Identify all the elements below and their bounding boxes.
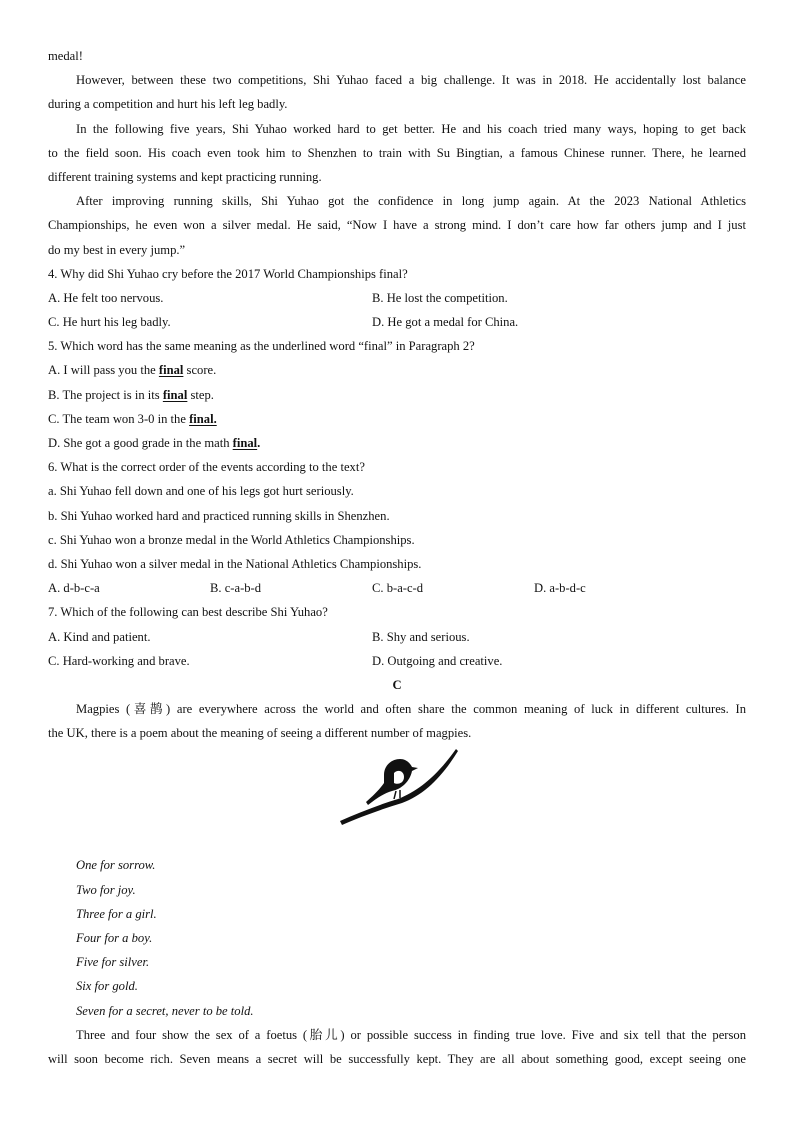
text-line: to the field soon. His coach even took him to Shenzhen to train with Su Bingtian, a famous Chinese runner. There, he learned — [48, 145, 746, 160]
option-b — [48, 383, 746, 407]
section-heading: C — [392, 677, 402, 692]
option-c: C. He hurt his leg badly. — [48, 315, 171, 330]
event-item: a. Shi Yuhao fell down and one of his legs got hurt seriously. — [48, 484, 354, 499]
question-4 — [48, 262, 746, 335]
option-c: C. Hard-working and brave. — [48, 653, 190, 668]
poem-line: Seven for a secret, never to be told. — [76, 1003, 254, 1018]
option-text: C. The team won 3-0 in the — [48, 411, 190, 426]
text-line: Magpies (喜鹊) are everywhere across the world and often share the common meaning of luck in different cultures. In — [76, 702, 746, 717]
underlined-word: final — [162, 387, 188, 402]
option-text: A. I will pass you the — [48, 363, 159, 378]
poem-line: Six for gold. — [76, 979, 138, 994]
text-line: the UK, there is a poem about the meaning of seeing a different number of magpies. — [48, 726, 472, 741]
paragraph-2 — [48, 68, 746, 116]
underlined-word: final — [158, 363, 184, 378]
poem-line: Two for joy. — [76, 882, 136, 897]
text-line: However, between these two competitions, Shi Yuhao faced a big challenge. It was in 2018. He accidentally lost balance — [76, 73, 746, 88]
event-item: b. Shi Yuhao worked hard and practiced running skills in Shenzhen. — [48, 508, 390, 523]
question-stem: 7. Which of the following can best describe Shi Yuhao? — [48, 605, 328, 620]
question-stem: 4. Why did Shi Yuhao cry before the 2017 World Championships final? — [48, 266, 408, 281]
poem-line: Five for silver. — [76, 955, 150, 970]
option-d: D. He got a medal for China. — [372, 315, 519, 330]
option-a: A. Kind and patient. — [48, 629, 151, 644]
text-line: medal! — [48, 49, 83, 63]
underlined-word: final. — [189, 411, 217, 426]
poem-line: Four for a boy. — [76, 931, 153, 945]
text-line: After improving running skills, Shi Yuhao got the confidence in long jump again. At the 2023 National Athletics — [76, 194, 746, 209]
magpie-image — [48, 747, 746, 847]
question-6 — [48, 455, 746, 600]
passage-c-after — [48, 1023, 746, 1071]
option-row — [48, 576, 746, 600]
underlined-word: final — [232, 436, 258, 450]
option-c: C. b-a-c-d — [372, 581, 424, 596]
question-7 — [48, 600, 746, 673]
text-line: Championships, he even won a silver medal. He said, “Now I have a strong mind. I don’t care how far others jump and I just — [48, 218, 746, 233]
poem-line: Three for a girl. — [76, 906, 157, 921]
paragraph-4 — [48, 189, 746, 262]
option-b: B. Shy and serious. — [372, 629, 470, 644]
question-stem: 6. What is the correct order of the events according to the text? — [48, 460, 365, 475]
option-text: step. — [187, 387, 214, 402]
option-c — [48, 407, 746, 431]
question-5 — [48, 334, 746, 455]
option-d — [48, 431, 746, 455]
poem-line: One for sorrow. — [76, 858, 156, 873]
option-text: B. The project is in its — [48, 387, 163, 402]
option-row — [48, 625, 746, 649]
event-item: d. Shi Yuhao won a silver medal in the National Athletics Championships. — [48, 556, 422, 571]
option-b: B. He lost the competition. — [372, 290, 508, 305]
passage-c-intro — [48, 697, 746, 745]
event-item: c. Shi Yuhao won a bronze medal in the World Athletics Championships. — [48, 532, 415, 547]
text-line: during a competition and hurt his left leg badly. — [48, 97, 288, 112]
option-row — [48, 310, 746, 334]
option-a: A. He felt too nervous. — [48, 290, 164, 305]
text-line: do my best in every jump.” — [48, 242, 186, 257]
option-row — [48, 286, 746, 310]
option-text: D. She got a good grade in the math — [48, 436, 233, 450]
text-line: In the following five years, Shi Yuhao worked hard to get better. He and his coach tried many ways, hoping to get back — [76, 121, 746, 136]
option-row — [48, 649, 746, 673]
option-b: B. c-a-b-d — [210, 581, 262, 596]
magpie-on-branch-icon — [338, 747, 460, 825]
paragraph-3 — [48, 117, 746, 190]
text-line: will soon become rich. Seven means a secret will be successfully kept. They are all about something good, except seeing one — [48, 1051, 746, 1066]
option-a — [48, 358, 746, 382]
question-stem: 5. Which word has the same meaning as the underlined word “final” in Paragraph 2? — [48, 339, 475, 354]
option-text: score. — [183, 363, 217, 378]
option-a: A. d-b-c-a — [48, 581, 100, 596]
option-text: . — [257, 436, 261, 450]
option-d: D. Outgoing and creative. — [372, 653, 503, 668]
page-content — [48, 44, 746, 1071]
text-line: different training systems and kept practicing running. — [48, 169, 322, 184]
option-d: D. a-b-d-c — [534, 581, 586, 596]
poem — [48, 853, 746, 1022]
text-line: Three and four show the sex of a foetus (胎儿) or possible success in finding true love. Five and six tell that the person — [76, 1027, 746, 1042]
